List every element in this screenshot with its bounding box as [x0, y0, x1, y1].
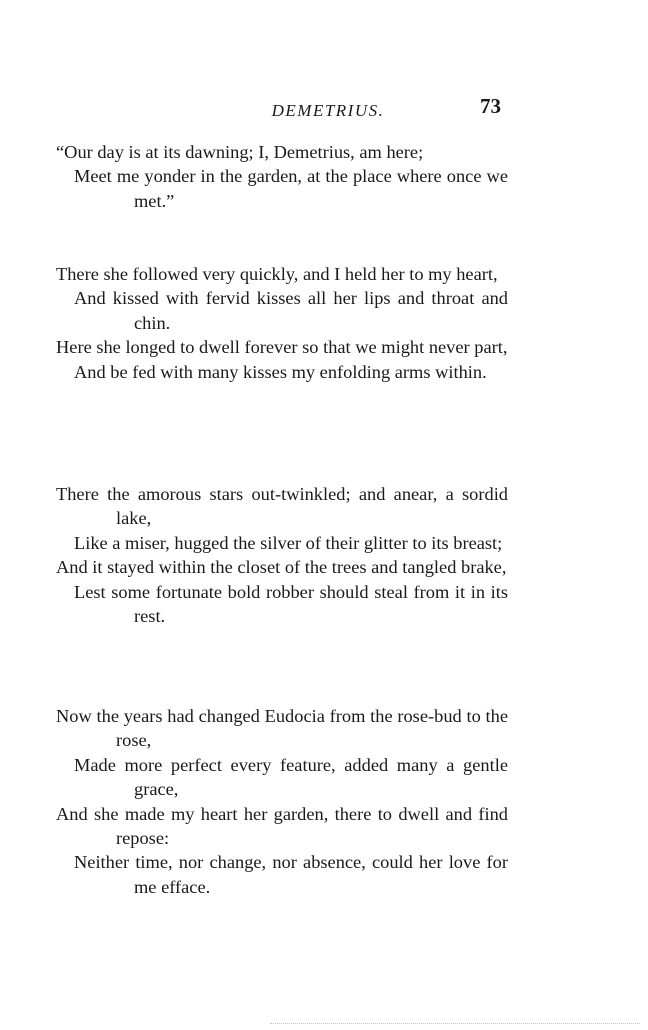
- stanza-2: [56, 262, 508, 384]
- verse-line: Here she longed to dwell forever so that we might never part,: [56, 337, 508, 358]
- verse-line: And kissed with fervid kisses all her lips and throat and chin.: [74, 288, 508, 333]
- verse-line: Made more perfect every feature, added many a gentle grace,: [74, 754, 508, 800]
- bleed-through-marks: [270, 1023, 640, 1026]
- verse-line: Meet me yonder in the garden, at the place where once we met.”: [74, 166, 508, 211]
- verse-line: Neither time, nor change, nor absence, could her love for me efface.: [74, 852, 508, 897]
- running-title: DEMETRIUS.: [271, 101, 385, 120]
- verse-line: And it stayed within the closet of the trees and tangled brake,: [56, 557, 507, 578]
- verse-line: “Our day is at its dawning; I, Demetrius, am here;: [56, 142, 424, 162]
- verse-line: Now the years had changed Eudocia from the rose-bud to the rose,: [56, 706, 508, 751]
- stanza-3: [56, 482, 508, 628]
- page-number: 73: [480, 94, 501, 118]
- verse-line: Lest some fortunate bold robber should steal from it in its rest.: [74, 581, 508, 627]
- verse-line: There she followed very quickly, and I held her to my heart,: [56, 264, 498, 284]
- verse-line: Like a miser, hugged the silver of their glitter to its breast;: [74, 532, 503, 553]
- stanza-4: [56, 704, 508, 899]
- verse-line: And be fed with many kisses my enfolding arms within.: [74, 361, 487, 382]
- stanza-1: [56, 140, 508, 213]
- verse-line: There the amorous stars out-twinkled; and anear, a sordid lake,: [56, 484, 508, 529]
- verse-line: And she made my heart her garden, there to dwell and find repose:: [56, 803, 508, 849]
